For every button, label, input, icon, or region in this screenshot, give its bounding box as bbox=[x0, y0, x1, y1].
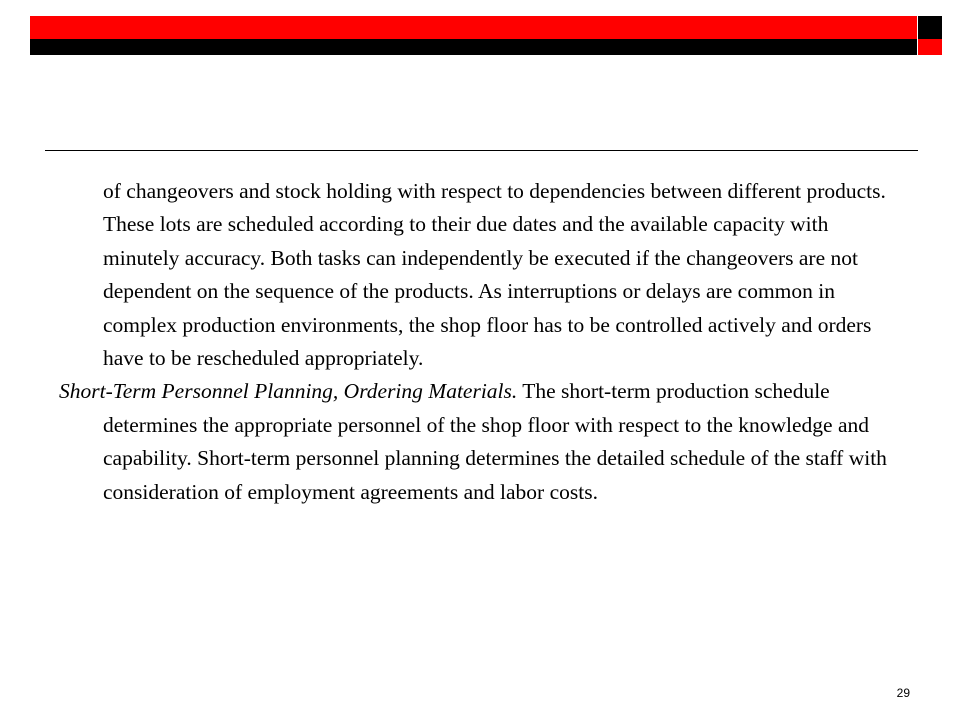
continuation-paragraph bbox=[59, 175, 889, 375]
paragraph-heading: Short-Term Personnel Planning, Ordering Materials. bbox=[59, 379, 518, 404]
page-number: 29 bbox=[896, 686, 910, 700]
banner-red-stripe bbox=[30, 16, 917, 39]
banner-corner-block bbox=[918, 16, 942, 55]
banner-black-stripe bbox=[30, 39, 917, 55]
slide-body bbox=[59, 175, 889, 509]
continuation-text: of changeovers and stock holding with respect to dependencies between different products. These lots are scheduled according to their due dates and the available capacity with minutely accuracy. Both tasks can independently be executed if the changeovers are not dependent on the sequence of the products. As interruptions or delays are common in complex production environments, the shop floor has to be controlled actively and orders have to be rescheduled appropriately. bbox=[103, 179, 886, 371]
title-divider bbox=[45, 150, 918, 151]
personnel-planning-paragraph bbox=[59, 375, 889, 509]
corner-black-square bbox=[918, 16, 942, 39]
corner-red-square bbox=[918, 39, 942, 55]
paragraph-text: The short-term production schedule determines the appropriate personnel of the shop floor with respect to the knowledge and capability. Short-term personnel planning determines the detailed schedule of the staff with consideration of employment agreements and labor costs. bbox=[103, 379, 887, 504]
top-banner bbox=[30, 16, 917, 55]
